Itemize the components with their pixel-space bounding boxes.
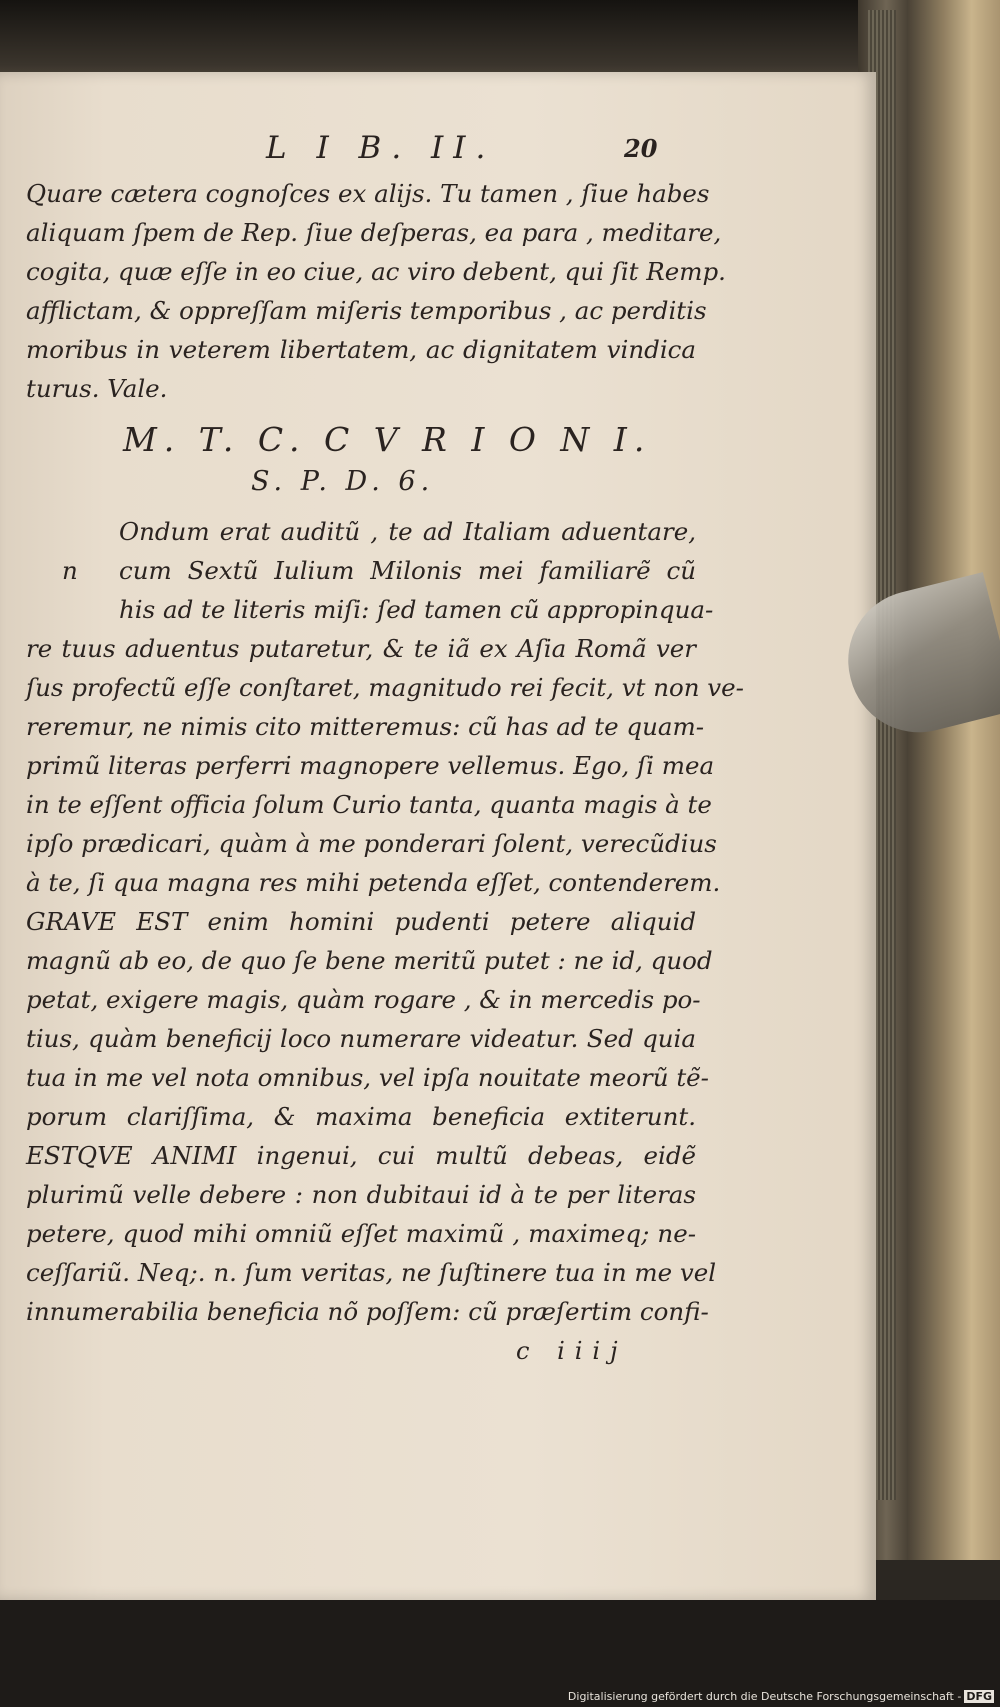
text-line: tua in me vel nota omnibus, vel ipſa nouitate meorũ tẽ- xyxy=(26,1063,709,1092)
text-line: Quare cætera cognoſces ex aliјs. Tu tamen , ſiue habes xyxy=(26,179,710,208)
text-line: magnũ ab eo, de quo ſe bene meritũ putet : ne id, quod xyxy=(26,946,713,975)
running-head-title: L I B. II. xyxy=(266,130,496,166)
book-page xyxy=(0,72,876,1600)
digitization-credit xyxy=(568,1690,994,1703)
text-line: turus. Vale. xyxy=(26,374,168,403)
text-line: ſus profectũ eſſe conſtaret, magnitudo rei fecit, vt non ve- xyxy=(26,673,744,702)
letter-paragraph xyxy=(26,512,744,1331)
text-line: Ondum erat auditũ , te ad Italiam aduentare, xyxy=(119,517,696,546)
marginal-row xyxy=(26,551,696,590)
text-line: primũ literas perferri magnopere vellemus. Ego, ſi mea xyxy=(26,751,715,780)
credit-text: Digitalisierung gefördert durch die Deutsche Forschungsgemeinschaft - xyxy=(567,1690,962,1703)
text-line: innumerabilia beneficia nõ poſſem: cũ præſertim confi- xyxy=(26,1297,709,1326)
text-line: afflictam, & oppreſſam miſeris temporibus , ac perditis xyxy=(26,296,707,325)
text-line: tius, quàm beneficij loco numerare videatur. Sed quia xyxy=(26,1024,696,1053)
text-line: petere, quod mihi omniũ eſſet maximũ , maximeq; ne- xyxy=(26,1219,696,1248)
page-text xyxy=(26,130,744,1371)
text-line: re tuus aduentus putaretur, & te iã ex Aſia Romã ver xyxy=(26,634,696,663)
text-line: in te eſſent officia ſolum Curio tanta, quanta magis à te xyxy=(26,790,712,819)
letter-heading: M. T. C. C V R I O N I. xyxy=(123,420,652,459)
letter-subheading: S. P. D. 6. xyxy=(251,466,435,497)
text-line: plurimũ velle debere : non dubitaui id à te per literas xyxy=(26,1180,696,1209)
text-line: ceſſariũ. Neq;. n. ſum veritas, ne ſuſtinere tua in me vel xyxy=(26,1258,717,1287)
text-line: aliquam ſpem de Rep. ſiue deſperas, ea para , meditare, xyxy=(26,218,722,247)
running-head xyxy=(26,130,696,174)
text-line: ESTQVE ANIMI ingenui, cui multũ debeas, eidẽ xyxy=(26,1141,696,1170)
text-line: reremur, ne nimis cito mitteremus: cũ has ad te quam- xyxy=(26,712,704,741)
text-line: ipſo prædicari, quàm à me ponderari ſolent, verecũdius xyxy=(26,829,717,858)
text-line: porum clariſſima, & maxima beneficia extiterunt. xyxy=(26,1102,696,1131)
text-line: moribus in veterem libertatem, ac dignitatem vindica xyxy=(26,335,696,364)
intro-paragraph xyxy=(26,174,726,408)
text-line: GRAVE EST enim homini pudenti petere aliquid xyxy=(26,907,696,936)
text-line: à te, ſi qua magna res mihi petenda eſſet, contenderem. xyxy=(26,868,721,897)
text-line: cum Sextũ Iulium Milonis mei familiarẽ cũ xyxy=(119,556,696,585)
page-number: 20 xyxy=(624,134,658,163)
signature-mark: c iiij xyxy=(516,1337,628,1365)
marginal-letter: n xyxy=(62,556,78,585)
text-line: cogita, quæ eſſe in eo ciue, ac viro debent, qui ſit Remp. xyxy=(26,257,726,286)
text-line: petat, exigere magis, quàm rogare , & in mercedis po- xyxy=(26,985,701,1014)
dfg-logo: DFG xyxy=(966,1690,992,1703)
text-line: his ad te literis miſi: ſed tamen cũ appropinqua- xyxy=(119,595,714,624)
